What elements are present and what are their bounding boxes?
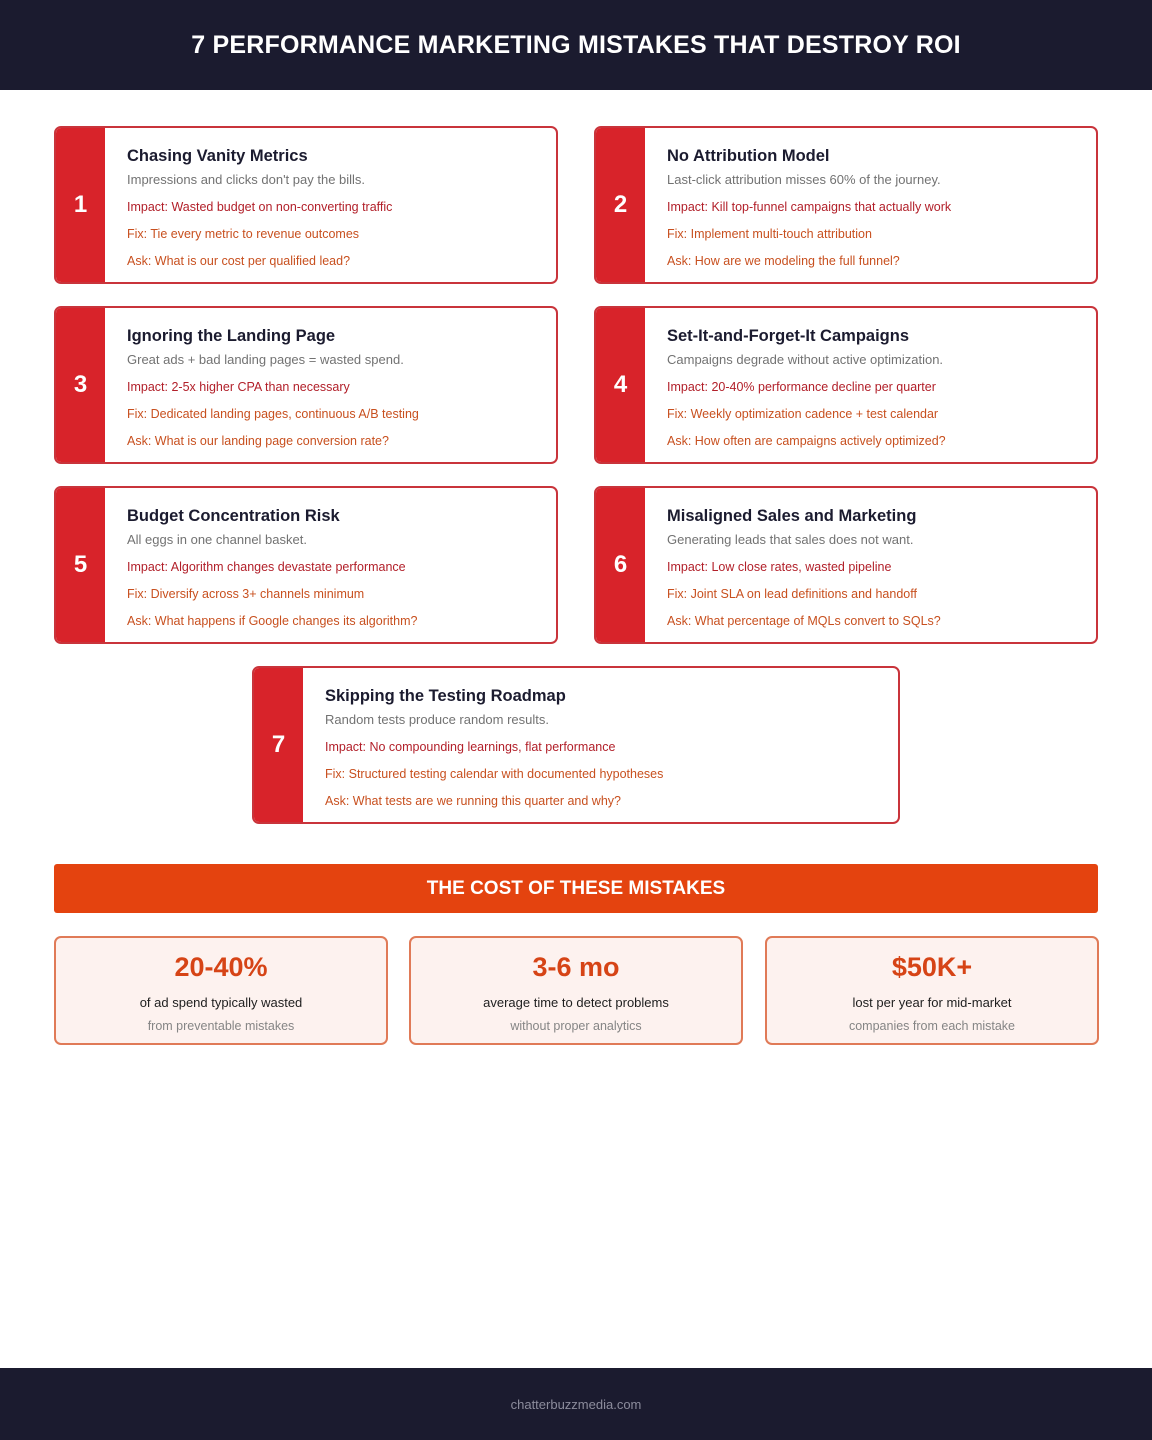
mistake-fix: Fix: Implement multi-touch attribution	[667, 227, 872, 241]
cost-banner	[54, 864, 1098, 913]
mistake-title: Skipping the Testing Roadmap	[325, 687, 566, 705]
mistake-card	[252, 666, 900, 824]
mistake-ask: Ask: What percentage of MQLs convert to SQLs?	[667, 614, 941, 628]
mistake-ask: Ask: What happens if Google changes its algorithm?	[127, 614, 418, 628]
mistake-impact: Impact: 20-40% performance decline per quarter	[667, 380, 936, 394]
stat-box	[765, 936, 1099, 1045]
mistake-card	[54, 126, 558, 284]
mistake-description: All eggs in one channel basket.	[127, 532, 307, 547]
mistake-card	[54, 306, 558, 464]
mistake-description: Impressions and clicks don't pay the bills.	[127, 172, 366, 187]
mistake-description: Campaigns degrade without active optimization.	[667, 352, 944, 367]
mistake-title: Budget Concentration Risk	[127, 507, 340, 525]
mistake-title: Ignoring the Landing Page	[127, 327, 336, 345]
stat-value: 3-6 mo	[532, 952, 620, 982]
page-title: 7 PERFORMANCE MARKETING MISTAKES THAT DESTROY ROI	[191, 30, 961, 59]
mistake-card	[54, 486, 558, 644]
mistake-impact: Impact: Algorithm changes devastate performance	[127, 560, 406, 574]
cost-banner-title: THE COST OF THESE MISTAKES	[426, 877, 726, 899]
page-footer	[0, 1368, 1152, 1440]
mistake-impact: Impact: 2-5x higher CPA than necessary	[127, 380, 350, 394]
stat-value: $50K+	[891, 952, 973, 982]
mistake-title: No Attribution Model	[667, 147, 830, 165]
mistake-ask: Ask: How often are campaigns actively optimized?	[667, 434, 946, 448]
mistake-number: 5	[56, 488, 105, 642]
stat-label: average time to detect problems	[483, 995, 669, 1010]
mistake-ask: Ask: What tests are we running this quarter and why?	[325, 794, 621, 808]
mistake-card	[594, 486, 1098, 644]
mistake-ask: Ask: What is our landing page conversion rate?	[127, 434, 389, 448]
stat-subtext: from preventable mistakes	[147, 1019, 295, 1033]
stat-label: lost per year for mid-market	[852, 995, 1012, 1010]
mistake-title: Set-It-and-Forget-It Campaigns	[667, 327, 909, 345]
mistake-number: 3	[56, 308, 105, 462]
stat-box	[54, 936, 388, 1045]
mistake-ask: Ask: How are we modeling the full funnel?	[667, 254, 900, 268]
mistake-body	[303, 668, 663, 822]
stat-box	[409, 936, 743, 1045]
mistake-description: Last-click attribution misses 60% of the journey.	[667, 172, 941, 187]
mistake-impact: Impact: No compounding learnings, flat performance	[325, 740, 616, 754]
mistake-card	[594, 306, 1098, 464]
mistake-impact: Impact: Kill top-funnel campaigns that actually work	[667, 200, 952, 214]
page-header	[0, 0, 1152, 90]
mistake-fix: Fix: Diversify across 3+ channels minimum	[127, 587, 365, 601]
mistake-body	[645, 488, 941, 642]
stat-subtext: companies from each mistake	[848, 1019, 1016, 1033]
mistake-body	[105, 128, 392, 282]
mistake-ask: Ask: What is our cost per qualified lead?	[127, 254, 351, 268]
stat-subtext: without proper analytics	[510, 1019, 642, 1033]
mistake-body	[105, 488, 417, 642]
mistake-number: 7	[254, 668, 303, 822]
mistake-fix: Fix: Weekly optimization cadence + test calendar	[667, 407, 939, 421]
mistake-number: 1	[56, 128, 105, 282]
mistake-body	[645, 128, 951, 282]
mistake-card	[594, 126, 1098, 284]
mistake-impact: Impact: Wasted budget on non-converting traffic	[127, 200, 393, 214]
mistake-number: 2	[596, 128, 645, 282]
mistake-number: 4	[596, 308, 645, 462]
mistake-number: 6	[596, 488, 645, 642]
mistake-title: Chasing Vanity Metrics	[127, 147, 308, 165]
mistake-description: Random tests produce random results.	[325, 712, 549, 727]
stat-value: 20-40%	[174, 952, 268, 982]
mistake-title: Misaligned Sales and Marketing	[667, 507, 917, 525]
mistake-body	[645, 308, 946, 462]
mistake-impact: Impact: Low close rates, wasted pipeline	[667, 560, 892, 574]
footer-website[interactable]: chatterbuzzmedia.com	[510, 1396, 642, 1412]
mistake-description: Generating leads that sales does not want.	[667, 532, 914, 547]
mistake-body	[105, 308, 419, 462]
stat-label: of ad spend typically wasted	[139, 995, 303, 1010]
mistake-description: Great ads + bad landing pages = wasted spend.	[127, 352, 404, 367]
mistake-fix: Fix: Tie every metric to revenue outcomes	[127, 227, 360, 241]
mistake-fix: Fix: Structured testing calendar with documented hypotheses	[325, 767, 664, 781]
mistake-fix: Fix: Joint SLA on lead definitions and handoff	[667, 587, 917, 601]
mistake-fix: Fix: Dedicated landing pages, continuous A/B testing	[127, 407, 419, 421]
